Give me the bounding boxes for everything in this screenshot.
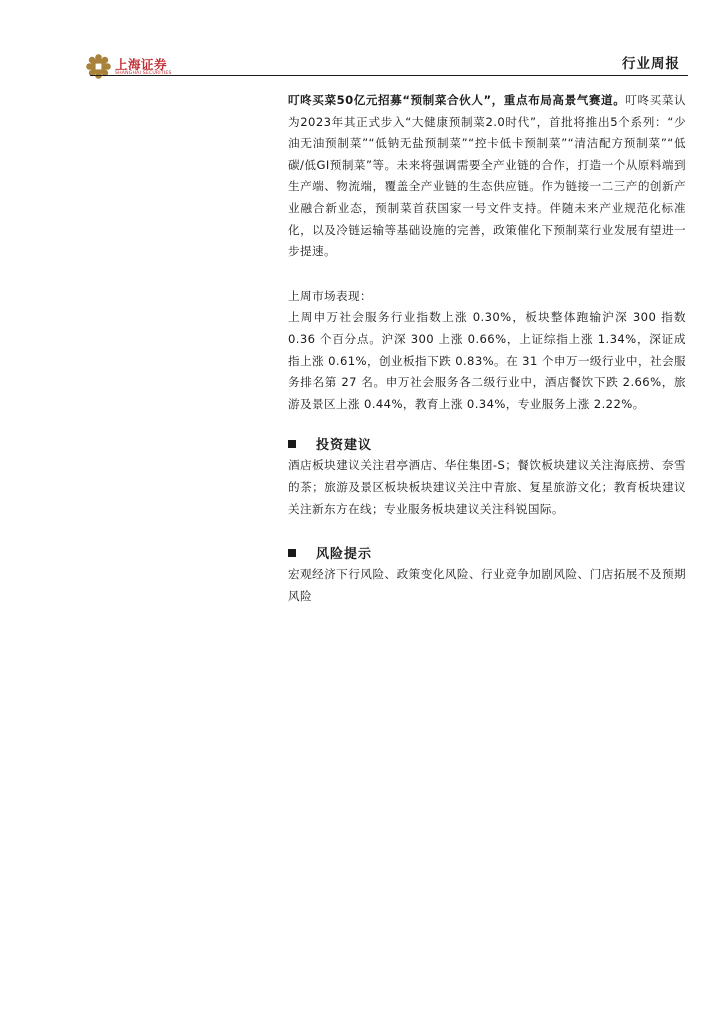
investment-advice-text: 酒店板块建议关注君亭酒店、华住集团-S；餐饮板块建议关注海底捞、奈雪的茶；旅游及景区板块板块建议关注中青旅、复星旅游文化；教育板块建议关注新东方在线；专业服务板块建议关注科锐国际。 (288, 458, 686, 516)
logo-english-name: SHANGHAI SECURITIES (115, 71, 172, 76)
paragraph-lead-sentence: 叮咚买菜50亿元招募“预制菜合伙人”，重点布局高景气赛道。 (288, 93, 626, 107)
header-divider (90, 75, 688, 76)
square-bullet-icon (288, 549, 296, 557)
square-bullet-icon (288, 440, 296, 448)
risk-warning-title: 风险提示 (316, 547, 373, 563)
market-performance-label: 上周市场表现： (288, 288, 372, 303)
investment-advice-title: 投资建议 (316, 438, 373, 454)
paragraph-body: 叮咚买菜认为2023年其正式步入“大健康预制菜2.0时代”，首批将推出5个系列：“少油无油预制菜”“低钠无盐预制菜”“控卡低卡预制菜”“清洁配方预制菜”“低碳/低GI预制菜”等。未来将强调需要全产业链的合作，打造一个从原料端到生产端、物流端，覆盖全产业链的生态供应链。作为链接一二三产的创新产业融合新业态，预制菜首获国家一号文件支持。伴随未来产业规范化标准化，以及冷链运输等基础设施的完善，政策催化下预制菜行业发展有望进一步提速。 (288, 93, 686, 259)
investment-advice-heading (288, 434, 686, 453)
logo-chinese-name: 上海证券 (115, 57, 168, 72)
prepared-food-paragraph (288, 90, 686, 263)
document-type-label: 行业周报 (622, 56, 680, 72)
market-performance-text: 上周申万社会服务行业指数上涨 0.30%，板块整体跑输沪深 300 指数 0.36 个百分点。沪深 300 上涨 0.66%，上证综指上涨 1.34%，深证成指上涨 0.61%，创业板指下跌 0.83%。在 31 个申万一级行业中，社会服务排名第 27 名。申万社会服务各二级行业中，酒店餐饮下跌 2.66%，旅游及景区上涨 0.44%，教育上涨 0.34%，专业服务上涨 2.22%。 (288, 310, 686, 411)
company-logo (86, 54, 186, 80)
risk-warning-heading (288, 543, 686, 562)
risk-warning-text: 宏观经济下行风险、政策变化风险、行业竞争加剧风险、门店拓展不及预期风险 (288, 567, 686, 603)
main-content (288, 90, 686, 607)
